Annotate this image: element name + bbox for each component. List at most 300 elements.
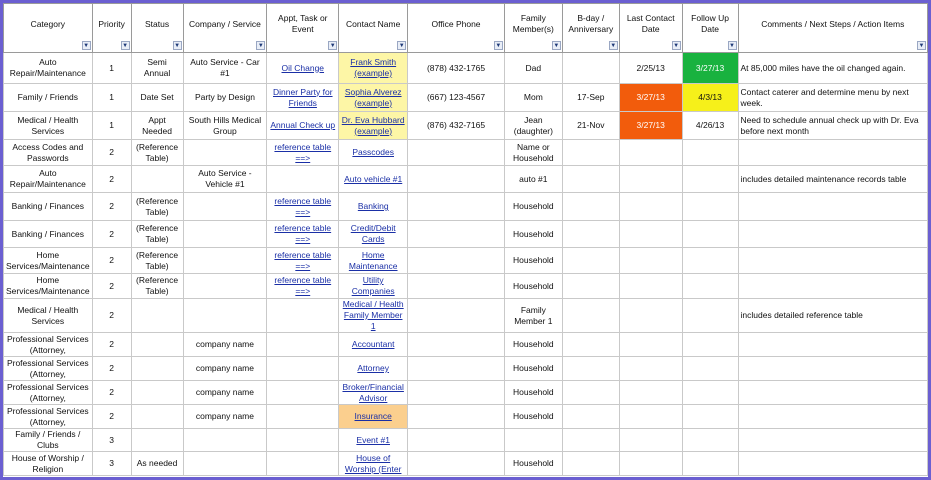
follow-up-cell[interactable] (682, 112, 738, 140)
cell-text: 2 (109, 228, 114, 239)
office-phone-cell[interactable] (408, 452, 505, 476)
office-phone-cell[interactable] (408, 405, 505, 429)
contact-name-cell[interactable] (339, 452, 408, 476)
bday-cell[interactable] (562, 333, 619, 357)
company-cell[interactable] (183, 221, 267, 248)
cell-text: Professional Services (Attorney, (6, 357, 89, 379)
header-label: Family Member(s) (512, 13, 554, 34)
contact-name-cell[interactable] (339, 381, 408, 405)
follow-up-cell[interactable] (682, 452, 738, 476)
cell-text: Medical / Health Services (17, 304, 79, 326)
company-cell[interactable] (183, 84, 267, 112)
status-cell[interactable] (131, 333, 183, 357)
table-row[interactable] (4, 112, 928, 140)
table-row[interactable] (4, 166, 928, 193)
priority-cell[interactable] (92, 221, 131, 248)
company-cell[interactable] (183, 299, 267, 333)
status-cell[interactable] (131, 166, 183, 193)
office-phone-cell[interactable] (408, 248, 505, 274)
filter-dropdown-icon[interactable]: ▼ (122, 43, 129, 49)
table-row[interactable] (4, 193, 928, 221)
contact-link[interactable]: Sophia Alverez (example) (344, 86, 402, 108)
family-members-cell[interactable] (504, 381, 562, 405)
filter-dropdown-icon[interactable]: ▼ (83, 43, 90, 49)
family-members-cell[interactable] (504, 429, 562, 452)
last-contact-cell[interactable] (619, 452, 682, 476)
office-phone-cell[interactable] (408, 221, 505, 248)
appt-cell[interactable] (267, 84, 339, 112)
table-row[interactable] (4, 53, 928, 84)
appt-cell[interactable] (267, 405, 339, 429)
filter-dropdown-icon[interactable]: ▼ (398, 43, 405, 49)
comments-cell[interactable] (738, 299, 927, 333)
contact-name-cell[interactable] (339, 248, 408, 274)
office-phone-cell[interactable] (408, 193, 505, 221)
priority-cell[interactable] (92, 357, 131, 381)
appt-link[interactable]: reference table ==> (274, 141, 332, 163)
contact-link[interactable]: Accountant (351, 339, 395, 349)
contact-name-cell[interactable] (339, 193, 408, 221)
header-family (504, 4, 562, 53)
cell-text: includes detailed maintenance records table (740, 173, 907, 184)
follow-up-cell[interactable] (682, 381, 738, 405)
comments-cell[interactable] (738, 166, 927, 193)
cell-text: Household (513, 458, 554, 468)
contact-name-cell[interactable] (339, 333, 408, 357)
family-members-cell[interactable] (504, 452, 562, 476)
header-priority (92, 4, 131, 53)
office-phone-cell[interactable] (408, 333, 505, 357)
status-cell[interactable] (131, 381, 183, 405)
contact-name-cell[interactable] (339, 429, 408, 452)
priority-cell[interactable] (92, 452, 131, 476)
priority-cell[interactable] (92, 193, 131, 221)
company-cell[interactable] (183, 140, 267, 166)
cell-text: 2 (109, 280, 114, 291)
company-cell[interactable] (183, 274, 267, 299)
contact-link[interactable]: Broker/Financial Advisor (342, 381, 404, 403)
company-cell[interactable] (183, 429, 267, 452)
cell-text: Semi Annual (143, 57, 171, 78)
cell-text: Professional Services (Attorney, (6, 381, 89, 403)
office-phone-cell[interactable] (408, 53, 505, 84)
cell-text: Auto Service - Car #1 (190, 57, 260, 78)
last-contact-cell[interactable] (619, 405, 682, 429)
cell-text: (876) 432-7165 (426, 120, 486, 130)
contact-link[interactable]: Attorney (357, 363, 390, 373)
priority-cell[interactable] (92, 248, 131, 274)
appt-cell[interactable] (267, 429, 339, 452)
contact-link[interactable]: Passcodes (352, 147, 394, 157)
family-members-cell[interactable] (504, 140, 562, 166)
filter-dropdown-icon[interactable]: ▼ (673, 43, 680, 49)
follow-up-cell[interactable] (682, 405, 738, 429)
category-cell[interactable] (4, 333, 93, 357)
appt-cell[interactable] (267, 333, 339, 357)
category-cell[interactable] (4, 112, 93, 140)
comments-cell[interactable] (738, 193, 927, 221)
bday-cell[interactable] (562, 405, 619, 429)
cell-text: Family / Friends / Clubs (15, 429, 81, 450)
table-row[interactable] (4, 452, 928, 476)
company-cell[interactable] (183, 452, 267, 476)
bday-cell[interactable] (562, 248, 619, 274)
bday-cell[interactable] (562, 381, 619, 405)
follow-up-cell[interactable] (682, 357, 738, 381)
company-cell[interactable] (183, 405, 267, 429)
bday-cell[interactable] (562, 429, 619, 452)
header-label: B-day / Anniversary (568, 13, 614, 34)
contact-name-cell[interactable] (339, 53, 408, 84)
follow-up-cell[interactable] (682, 299, 738, 333)
office-phone-cell[interactable] (408, 429, 505, 452)
bday-cell[interactable] (562, 53, 619, 84)
comments-cell[interactable] (738, 248, 927, 274)
cell-text: company name (195, 363, 254, 373)
family-members-cell[interactable] (504, 333, 562, 357)
filter-dropdown-icon[interactable]: ▼ (729, 43, 735, 49)
appt-cell[interactable] (267, 381, 339, 405)
status-cell[interactable] (131, 357, 183, 381)
cell-text: Professional Services (Attorney, (6, 405, 89, 427)
cell-text: At 85,000 miles have the oil changed again. (740, 62, 906, 73)
last-contact-cell[interactable] (619, 248, 682, 274)
appt-link[interactable]: Dinner Party for Friends (273, 86, 333, 108)
table-row[interactable] (4, 274, 928, 299)
priority-cell[interactable] (92, 166, 131, 193)
appt-cell[interactable] (267, 166, 339, 193)
appt-cell[interactable] (267, 248, 339, 274)
contact-name-cell[interactable] (339, 299, 408, 333)
appt-link[interactable]: Oil Change (281, 62, 325, 73)
status-cell[interactable] (131, 84, 183, 112)
cell-text: Auto Repair/Maintenance (9, 168, 86, 189)
cell-text: 2 (109, 363, 114, 373)
cell-text: Auto Repair/Maintenance (9, 57, 86, 78)
cell-text: 21-Nov (577, 120, 605, 130)
office-phone-cell[interactable] (408, 299, 505, 333)
contact-link[interactable]: Medical / Health Family Member 1 (342, 299, 404, 331)
office-phone-cell[interactable] (408, 274, 505, 299)
follow-up-cell[interactable] (682, 248, 738, 274)
bday-cell[interactable] (562, 112, 619, 140)
category-cell[interactable] (4, 221, 93, 248)
filter-dropdown-icon[interactable]: ▼ (553, 43, 560, 49)
table-row[interactable] (4, 333, 928, 357)
cell-text: 1 (109, 62, 114, 73)
company-cell[interactable] (183, 193, 267, 221)
contact-name-cell[interactable] (339, 112, 408, 140)
family-members-cell[interactable] (504, 405, 562, 429)
category-cell[interactable] (4, 140, 93, 166)
cell-text: Household (513, 363, 554, 373)
appt-link[interactable]: reference table ==> (274, 223, 332, 244)
appt-cell[interactable] (267, 53, 339, 84)
bday-cell[interactable] (562, 299, 619, 333)
last-contact-cell[interactable] (619, 53, 682, 84)
follow-up-cell[interactable] (682, 429, 738, 452)
bday-cell[interactable] (562, 357, 619, 381)
cell-text: 2 (109, 201, 114, 211)
header-label: Priority (98, 18, 125, 29)
last-contact-cell[interactable] (619, 333, 682, 357)
cell-text: Jean (daughter) (513, 114, 553, 136)
bday-cell[interactable] (562, 452, 619, 476)
table-row[interactable] (4, 405, 928, 429)
company-cell[interactable] (183, 112, 267, 140)
cell-text: (Reference Table) (136, 249, 179, 271)
category-cell[interactable] (4, 248, 93, 274)
contact-link[interactable]: Home Maintenance (348, 249, 398, 271)
category-cell[interactable] (4, 193, 93, 221)
company-cell[interactable] (183, 53, 267, 84)
office-phone-cell[interactable] (408, 357, 505, 381)
status-cell[interactable] (131, 140, 183, 166)
follow-up-cell[interactable] (682, 274, 738, 299)
comments-cell[interactable] (738, 84, 927, 112)
header-label: Office Phone (431, 18, 481, 29)
cell-text: Home Services/Maintenance (6, 249, 90, 271)
contact-link[interactable]: Event #1 (356, 434, 390, 445)
table-row[interactable] (4, 429, 928, 452)
cell-text: auto #1 (519, 173, 548, 184)
table-row[interactable] (4, 140, 928, 166)
status-cell[interactable] (131, 53, 183, 84)
cell-text: 2 (109, 173, 114, 184)
priority-cell[interactable] (92, 429, 131, 452)
family-members-cell[interactable] (504, 357, 562, 381)
filter-dropdown-icon[interactable]: ▼ (610, 43, 617, 49)
filter-dropdown-icon[interactable]: ▼ (257, 43, 264, 49)
status-cell[interactable] (131, 274, 183, 299)
bday-cell[interactable] (562, 166, 619, 193)
last-contact-cell[interactable] (619, 429, 682, 452)
last-contact-cell[interactable] (619, 221, 682, 248)
comments-cell[interactable] (738, 140, 927, 166)
appt-cell[interactable] (267, 452, 339, 476)
appt-cell[interactable] (267, 221, 339, 248)
bday-cell[interactable] (562, 221, 619, 248)
family-members-cell[interactable] (504, 112, 562, 140)
category-cell[interactable] (4, 357, 93, 381)
contact-name-cell[interactable] (339, 221, 408, 248)
comments-cell[interactable] (738, 53, 927, 84)
category-cell[interactable] (4, 274, 93, 299)
category-cell[interactable] (4, 452, 93, 476)
cell-text: Household (513, 411, 554, 421)
office-phone-cell[interactable] (408, 381, 505, 405)
family-members-cell[interactable] (504, 221, 562, 248)
company-cell[interactable] (183, 357, 267, 381)
comments-cell[interactable] (738, 452, 927, 476)
table-row[interactable] (4, 381, 928, 405)
status-cell[interactable] (131, 193, 183, 221)
company-cell[interactable] (183, 381, 267, 405)
follow-up-cell[interactable] (682, 53, 738, 84)
comments-cell[interactable] (738, 429, 927, 452)
appt-cell[interactable] (267, 357, 339, 381)
contact-link[interactable]: Dr. Eva Hubbard (example) (341, 114, 405, 136)
priority-cell[interactable] (92, 274, 131, 299)
comments-cell[interactable] (738, 381, 927, 405)
appt-link[interactable]: reference table ==> (274, 275, 332, 296)
follow-up-cell[interactable] (682, 221, 738, 248)
family-members-cell[interactable] (504, 53, 562, 84)
last-contact-cell[interactable] (619, 299, 682, 333)
appt-cell[interactable] (267, 274, 339, 299)
cell-text: Access Codes and Passwords (12, 141, 84, 163)
category-cell[interactable] (4, 166, 93, 193)
follow-up-cell[interactable] (682, 333, 738, 357)
appt-cell[interactable] (267, 193, 339, 221)
cell-text: Home Services/Maintenance (6, 275, 90, 296)
contact-link[interactable]: Banking (357, 201, 389, 211)
header-label: Category (30, 18, 66, 29)
status-cell[interactable] (131, 299, 183, 333)
status-cell[interactable] (131, 405, 183, 429)
filter-dropdown-icon[interactable]: ▼ (495, 43, 502, 49)
priority-cell[interactable] (92, 299, 131, 333)
priority-cell[interactable] (92, 140, 131, 166)
last-contact-cell[interactable] (619, 84, 682, 112)
cell-text: Banking / Finances (11, 228, 84, 239)
filter-dropdown-icon[interactable]: ▼ (918, 43, 925, 49)
contact-name-cell[interactable] (339, 166, 408, 193)
office-phone-cell[interactable] (408, 140, 505, 166)
contact-link[interactable]: Auto vehicle #1 (344, 173, 403, 184)
last-contact-cell[interactable] (619, 193, 682, 221)
contact-name-cell[interactable] (339, 405, 408, 429)
follow-up-cell[interactable] (682, 84, 738, 112)
contact-link[interactable]: House of Worship (Enter (344, 452, 402, 474)
company-cell[interactable] (183, 248, 267, 274)
contact-link[interactable]: Utility Companies (351, 275, 395, 296)
header-comments (738, 4, 927, 53)
cell-text: 2 (109, 147, 114, 157)
office-phone-cell[interactable] (408, 84, 505, 112)
filter-dropdown-icon[interactable]: ▼ (174, 43, 181, 49)
priority-cell[interactable] (92, 381, 131, 405)
priority-cell[interactable] (92, 112, 131, 140)
cell-text: (Reference Table) (136, 195, 179, 217)
status-cell[interactable] (131, 429, 183, 452)
header-label: Status (145, 18, 170, 29)
table-row[interactable] (4, 248, 928, 274)
cell-text: 2/25/13 (636, 62, 665, 73)
last-contact-cell[interactable] (619, 166, 682, 193)
appt-cell[interactable] (267, 112, 339, 140)
contact-name-cell[interactable] (339, 84, 408, 112)
appt-cell[interactable] (267, 299, 339, 333)
bday-cell[interactable] (562, 193, 619, 221)
cell-text: 17-Sep (577, 92, 605, 102)
cell-text: (878) 432-1765 (426, 62, 486, 73)
status-cell[interactable] (131, 248, 183, 274)
office-phone-cell[interactable] (408, 166, 505, 193)
family-members-cell[interactable] (504, 299, 562, 333)
comments-cell[interactable] (738, 274, 927, 299)
bday-cell[interactable] (562, 84, 619, 112)
family-members-cell[interactable] (504, 274, 562, 299)
category-cell[interactable] (4, 84, 93, 112)
header-follow-up (682, 4, 738, 53)
cell-text: As needed (136, 458, 178, 468)
bday-cell[interactable] (562, 274, 619, 299)
follow-up-cell[interactable] (682, 140, 738, 166)
comments-cell[interactable] (738, 357, 927, 381)
header-company (183, 4, 267, 53)
cell-text: 2 (109, 387, 114, 397)
category-cell[interactable] (4, 53, 93, 84)
category-cell[interactable] (4, 405, 93, 429)
contact-name-cell[interactable] (339, 274, 408, 299)
family-members-cell[interactable] (504, 248, 562, 274)
priority-cell[interactable] (92, 84, 131, 112)
priority-cell[interactable] (92, 405, 131, 429)
priority-cell[interactable] (92, 53, 131, 84)
cell-text: company name (195, 387, 254, 397)
table-row[interactable] (4, 221, 928, 248)
contact-name-cell[interactable] (339, 140, 408, 166)
table-row[interactable] (4, 84, 928, 112)
status-cell[interactable] (131, 221, 183, 248)
company-cell[interactable] (183, 333, 267, 357)
table-row[interactable] (4, 357, 928, 381)
header-row (4, 4, 928, 53)
cell-text: company name (195, 339, 254, 349)
contact-link[interactable]: Frank Smith (example) (350, 57, 397, 78)
header-contact (339, 4, 408, 53)
appt-link[interactable]: Annual Check up (270, 120, 336, 130)
status-cell[interactable] (131, 452, 183, 476)
follow-up-cell[interactable] (682, 166, 738, 193)
category-cell[interactable] (4, 429, 93, 452)
cell-text: Dad (525, 62, 542, 73)
comments-cell[interactable] (738, 112, 927, 140)
family-members-cell[interactable] (504, 193, 562, 221)
appt-link[interactable]: reference table ==> (274, 249, 332, 271)
table-row[interactable] (4, 299, 928, 333)
status-cell[interactable] (131, 112, 183, 140)
appt-link[interactable]: reference table ==> (274, 195, 332, 217)
comments-cell[interactable] (738, 333, 927, 357)
contact-name-cell[interactable] (339, 357, 408, 381)
last-contact-cell[interactable] (619, 274, 682, 299)
last-contact-cell[interactable] (619, 140, 682, 166)
category-cell[interactable] (4, 381, 93, 405)
bday-cell[interactable] (562, 140, 619, 166)
comments-cell[interactable] (738, 405, 927, 429)
comments-cell[interactable] (738, 221, 927, 248)
filter-dropdown-icon[interactable]: ▼ (329, 43, 336, 49)
office-phone-cell[interactable] (408, 112, 505, 140)
last-contact-cell[interactable] (619, 357, 682, 381)
priority-cell[interactable] (92, 333, 131, 357)
family-members-cell[interactable] (504, 166, 562, 193)
family-members-cell[interactable] (504, 84, 562, 112)
appt-cell[interactable] (267, 140, 339, 166)
contact-link[interactable]: Insurance (354, 411, 392, 421)
cell-text: House of Worship / Religion (11, 452, 84, 474)
last-contact-cell[interactable] (619, 381, 682, 405)
cell-text: 2 (109, 310, 114, 320)
company-cell[interactable] (183, 166, 267, 193)
category-cell[interactable] (4, 299, 93, 333)
last-contact-cell[interactable] (619, 112, 682, 140)
follow-up-cell[interactable] (682, 193, 738, 221)
header-bday (562, 4, 619, 53)
contact-link[interactable]: Credit/Debit Cards (350, 223, 396, 244)
